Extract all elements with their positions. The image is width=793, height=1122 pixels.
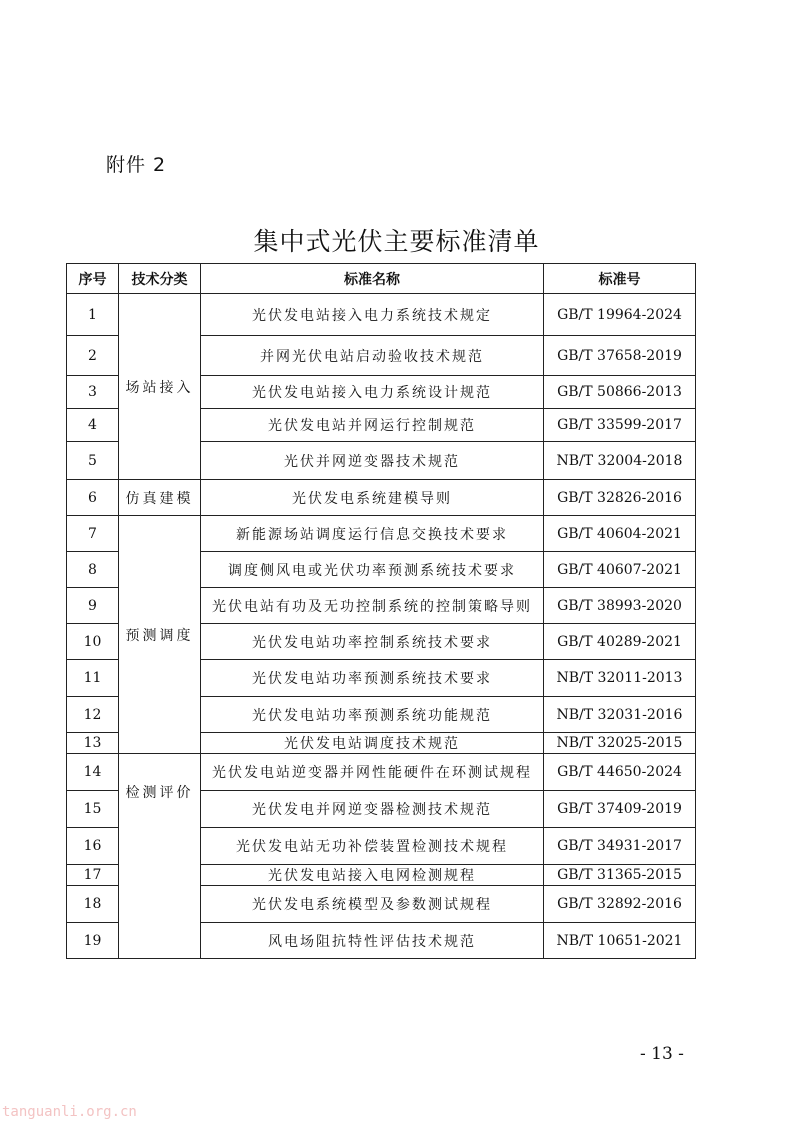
row-code: GB/T 34931-2017 [544, 828, 696, 865]
row-no: 10 [67, 624, 119, 660]
row-no: 19 [67, 923, 119, 959]
table-row [67, 754, 696, 791]
row-no: 13 [67, 733, 119, 754]
header-no: 序号 [67, 264, 119, 294]
row-name: 光伏发电站调度技术规范 [201, 733, 544, 754]
page-number: - 13 - [640, 1044, 684, 1064]
row-name: 光伏发电站功率控制系统技术要求 [201, 624, 544, 660]
row-code: GB/T 32892-2016 [544, 886, 696, 923]
row-no: 6 [67, 480, 119, 516]
row-name: 并网光伏电站启动验收技术规范 [201, 336, 544, 376]
row-name: 光伏发电站接入电力系统设计规范 [201, 376, 544, 409]
category-forecast: 预测调度 [119, 516, 201, 754]
row-code: NB/T 10651-2021 [544, 923, 696, 959]
category-test: 检测评价 [119, 754, 201, 959]
table-row [67, 294, 696, 336]
row-code: GB/T 40289-2021 [544, 624, 696, 660]
row-no: 4 [67, 409, 119, 442]
row-no: 15 [67, 791, 119, 828]
row-name: 光伏发电站无功补偿装置检测技术规程 [201, 828, 544, 865]
row-code: GB/T 37658-2019 [544, 336, 696, 376]
row-no: 11 [67, 660, 119, 697]
header-code: 标准号 [544, 264, 696, 294]
row-name: 光伏发电并网逆变器检测技术规范 [201, 791, 544, 828]
row-no: 17 [67, 865, 119, 886]
row-name: 光伏发电站功率预测系统功能规范 [201, 697, 544, 733]
row-code: GB/T 50866-2013 [544, 376, 696, 409]
table-row [67, 516, 696, 552]
row-code: GB/T 40607-2021 [544, 552, 696, 588]
row-name: 光伏发电系统建模导则 [201, 480, 544, 516]
row-no: 18 [67, 886, 119, 923]
row-code: NB/T 32004-2018 [544, 442, 696, 480]
row-name: 光伏发电站接入电力系统技术规定 [201, 294, 544, 336]
row-no: 2 [67, 336, 119, 376]
header-category: 技术分类 [119, 264, 201, 294]
row-name: 光伏发电站逆变器并网性能硬件在环测试规程 [201, 754, 544, 791]
table-header-row [67, 264, 696, 294]
row-name: 光伏电站有功及无功控制系统的控制策略导则 [201, 588, 544, 624]
row-code: NB/T 32011-2013 [544, 660, 696, 697]
row-no: 5 [67, 442, 119, 480]
standards-table [66, 263, 696, 959]
row-no: 8 [67, 552, 119, 588]
row-name: 新能源场站调度运行信息交换技术要求 [201, 516, 544, 552]
row-code: GB/T 38993-2020 [544, 588, 696, 624]
row-code: GB/T 33599-2017 [544, 409, 696, 442]
row-no: 12 [67, 697, 119, 733]
watermark: tanguanli.org.cn [2, 1104, 137, 1120]
row-code: GB/T 19964-2024 [544, 294, 696, 336]
row-name: 光伏发电站功率预测系统技术要求 [201, 660, 544, 697]
row-no: 1 [67, 294, 119, 336]
attachment-label: 附件 2 [106, 154, 167, 176]
header-name: 标准名称 [201, 264, 544, 294]
row-no: 7 [67, 516, 119, 552]
row-code: GB/T 40604-2021 [544, 516, 696, 552]
row-code: GB/T 37409-2019 [544, 791, 696, 828]
row-no: 14 [67, 754, 119, 791]
row-name: 光伏发电站并网运行控制规范 [201, 409, 544, 442]
row-code: GB/T 31365-2015 [544, 865, 696, 886]
row-name: 风电场阻抗特性评估技术规范 [201, 923, 544, 959]
document-title: 集中式光伏主要标准清单 [253, 227, 540, 256]
row-code: NB/T 32025-2015 [544, 733, 696, 754]
row-no: 16 [67, 828, 119, 865]
row-name: 光伏并网逆变器技术规范 [201, 442, 544, 480]
row-name: 光伏发电系统模型及参数测试规程 [201, 886, 544, 923]
table-row [67, 480, 696, 516]
row-code: GB/T 32826-2016 [544, 480, 696, 516]
row-name: 调度侧风电或光伏功率预测系统技术要求 [201, 552, 544, 588]
row-code: NB/T 32031-2016 [544, 697, 696, 733]
row-no: 9 [67, 588, 119, 624]
category-sim: 仿真建模 [119, 480, 201, 516]
row-code: GB/T 44650-2024 [544, 754, 696, 791]
row-name: 光伏发电站接入电网检测规程 [201, 865, 544, 886]
row-no: 3 [67, 376, 119, 409]
category-grid: 场站接入 [119, 294, 201, 480]
